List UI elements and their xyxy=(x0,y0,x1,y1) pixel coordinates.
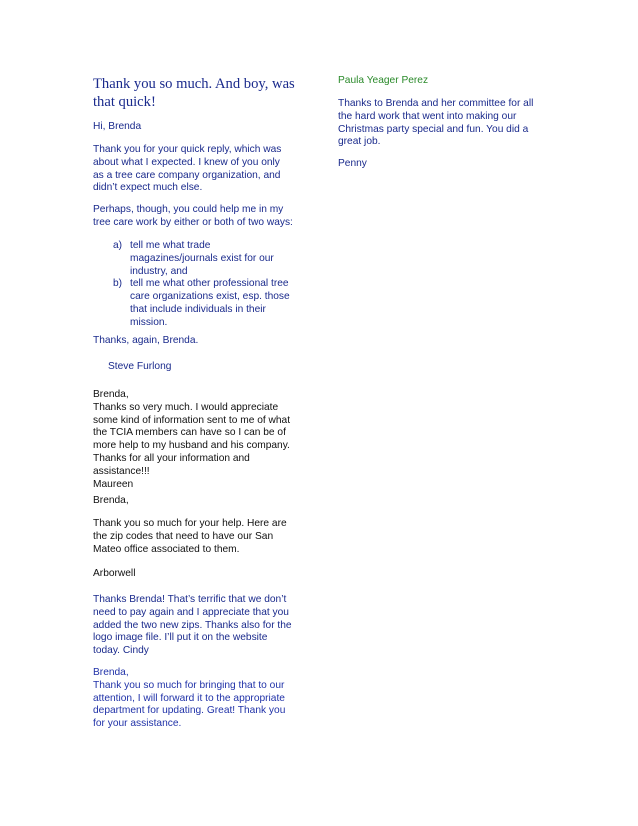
thanks-again: Thanks, again, Brenda. xyxy=(93,335,199,346)
paragraph-quick-reply: Thank you for your quick reply, which was about what I expected. I knew of you only as a tree care company organization, and didn’t expect much else. xyxy=(93,144,282,194)
signature-steve-furlong: Steve Furlong xyxy=(108,361,172,372)
list-item: b) tell me what other professional tree care organizations exist, esp. those that include individuals in their mission. xyxy=(113,278,290,328)
message-cindy: Thanks Brenda! That’s terrific that we don’t need to pay again and I appreciate that you added the two new zips. Thanks also for the logo image file. I’ll put it on the website today. Cindy xyxy=(93,594,292,657)
message-arborwell: Thank you so much for your help. Here are the zip codes that need to have our San Mateo office associated to them. xyxy=(93,518,287,555)
greeting-hi-brenda: Hi, Brenda xyxy=(93,121,142,132)
testimonial-title: Thank you so much. And boy, was that quick! xyxy=(93,76,295,110)
signature-arborwell: Arborwell xyxy=(93,568,136,579)
message-christmas-party: Thanks to Brenda and her committee for all the hard work that went into making our Christmas party special and fun. You did a great job. xyxy=(338,98,534,148)
message-maureen: Brenda, Thanks so very much. I would appreciate some kind of information sent to me of what the TCIA members can have so I can be of more help to my husband and his company. Thanks for all your information and assistance!!! Maureen xyxy=(93,389,291,490)
author-name: Paula Yeager Perez xyxy=(338,75,429,86)
request-list xyxy=(93,240,290,330)
list-item: a) tell me what trade magazines/journals exist for our industry, and xyxy=(113,240,274,277)
message-arborwell-greeting: Brenda, xyxy=(93,495,129,506)
signature-penny: Penny xyxy=(338,158,367,169)
message-assistance: Brenda, Thank you so much for bringing that to our attention, I will forward it to the appropriate department for updating. Great! Thank you for your assistance. xyxy=(93,667,286,730)
paragraph-perhaps: Perhaps, though, you could help me in my tree care work by either or both of two ways: xyxy=(93,204,293,228)
